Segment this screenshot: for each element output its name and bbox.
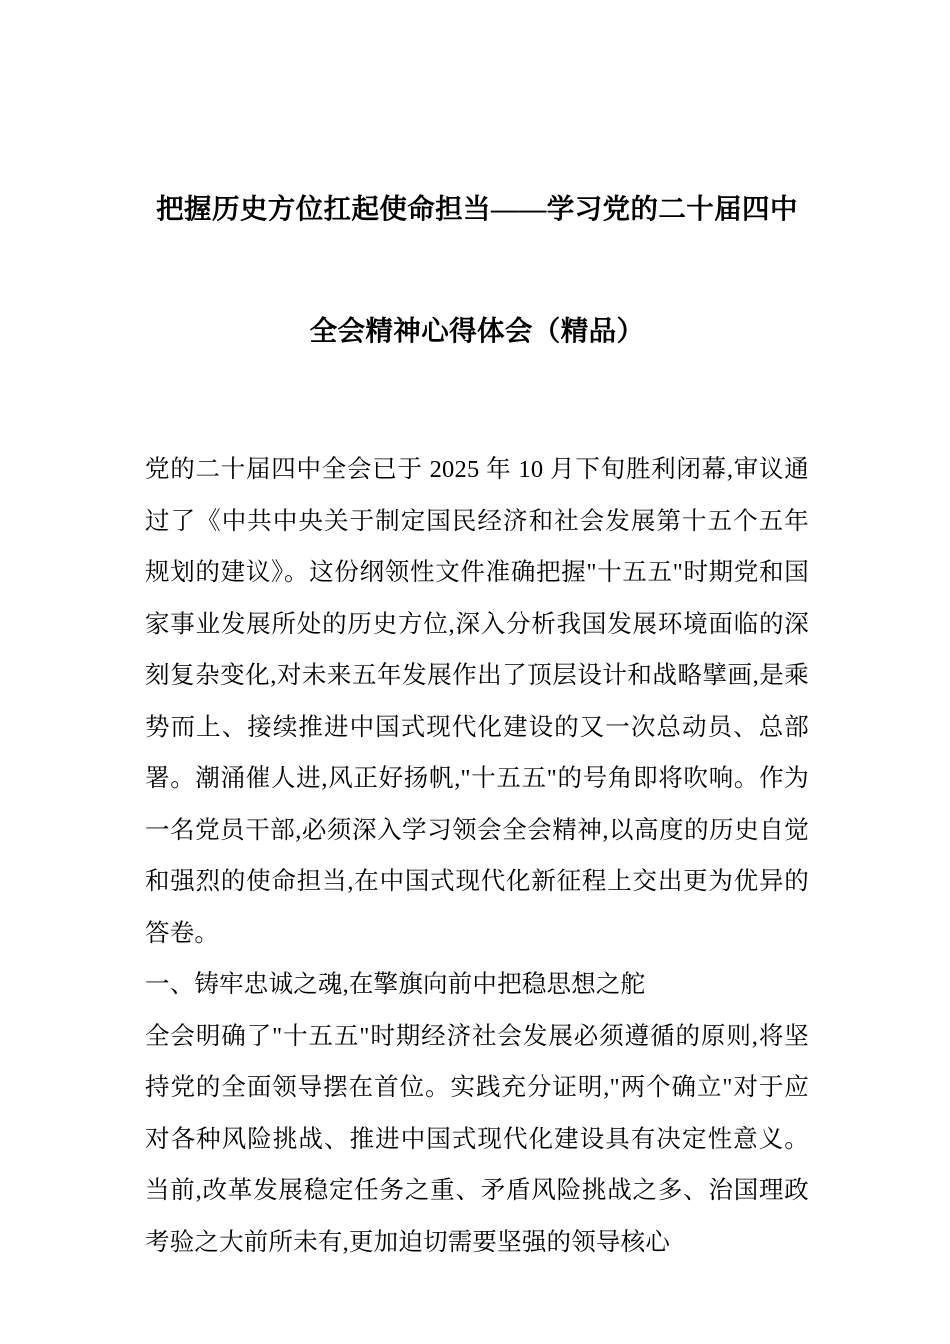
title-body-spacer: [145, 392, 809, 444]
section-heading-one: 一、铸牢忠诚之魂,在擎旗向前中把稳思想之舵: [145, 971, 646, 998]
page-title-line-2: 全会精神心得体会（精品）: [309, 315, 645, 346]
page-title-line-1: 把握历史方位扛起使命担当——学习党的二十届四中: [156, 193, 798, 224]
document-content: [145, 0, 809, 1268]
page-title: [145, 0, 809, 392]
intro-paragraph: 党的二十届四中全会已于 2025 年 10 月下旬胜利闭幕,审议通过了《中共中央关于制定国民经济和社会发展第十五个五年规划的建议》。这份纲领性文件准确把握"十五五"时期党和国家事业发展所处的历史方位,深入分析我国发展环境面临的深刻复杂变化,对未来五年发展作出了顶层设计和战略擘画,是乘势而上、接续推进中国式现代化建设的又一次总动员、总部署。潮涌催人进,风正好扬帆,"十五五"的号角即将吹响。作为一名党员干部,必须深入学习领会全会精神,以高度的历史自觉和强烈的使命担当,在中国式现代化新征程上交出更为优异的答卷。: [145, 456, 809, 947]
section-one-paragraph: 全会明确了"十五五"时期经济社会发展必须遵循的原则,将坚持党的全面领导摆在首位。实践充分证明,"两个确立"对于应对各种风险挑战、推进中国式现代化建设具有决定性意义。当前,改革发展稳定任务之重、矛盾风险挑战之多、治国理政考验之大前所未有,更加迫切需要坚强的领导核心: [145, 1022, 809, 1256]
